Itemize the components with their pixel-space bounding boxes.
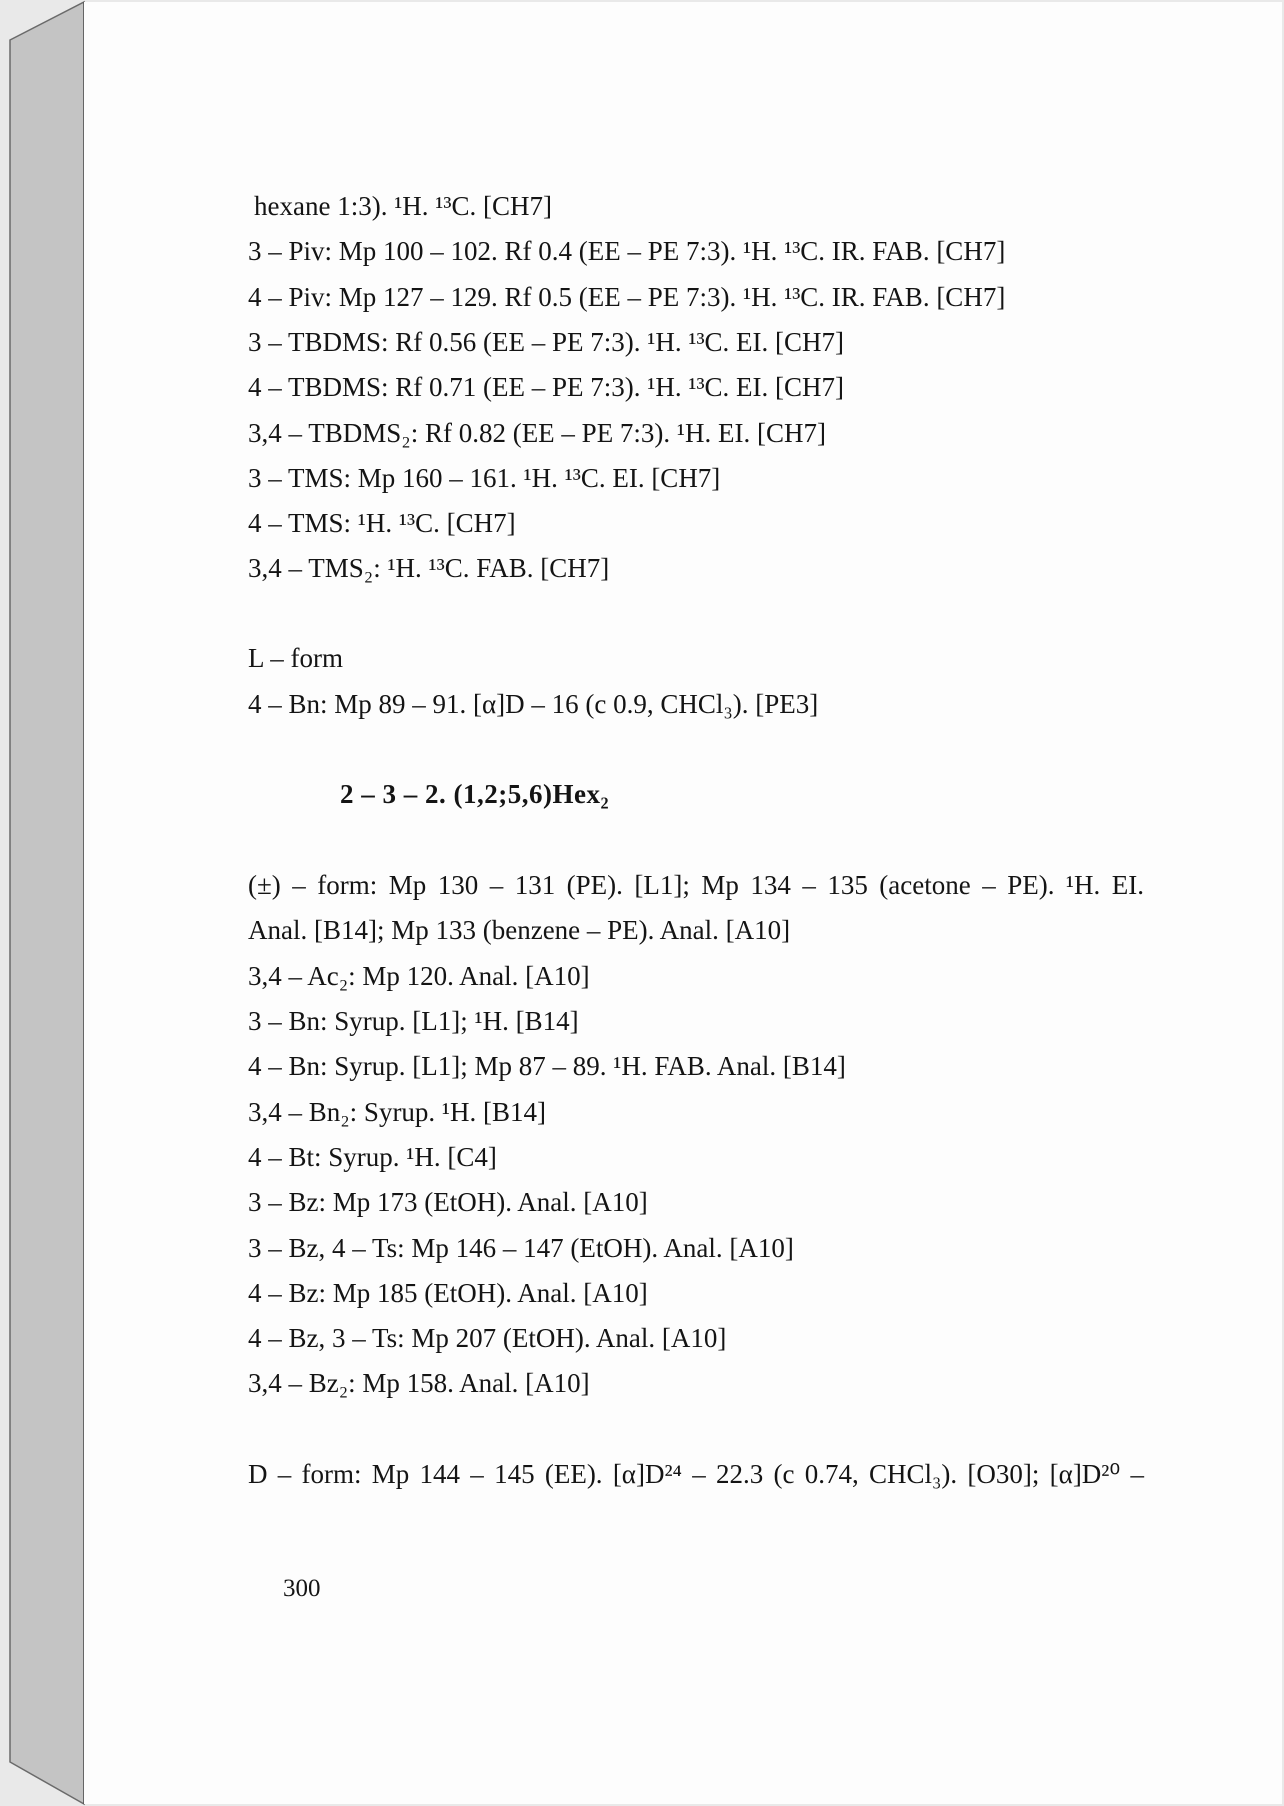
text-line: D – form: Mp 144 – 145 (EE). [α]D²⁴ – 22.3 (c 0.74, CHCl₃). [O30]; [α]D²⁰ –	[248, 1459, 1144, 1489]
text-line: 4 – TMS: ¹H. ¹³C. [CH7]	[248, 508, 516, 538]
section-heading: 2 – 3 – 2. (1,2;5,6)Hex₂	[340, 779, 610, 809]
text-line: hexane 1:3). ¹H. ¹³C. [CH7]	[254, 191, 552, 221]
text-line: 4 – Bz: Mp 185 (EtOH). Anal. [A10]	[248, 1278, 648, 1308]
text-line: L – form	[248, 643, 343, 673]
text-line: 4 – Bn: Mp 89 – 91. [α]D – 16 (c 0.9, CHCl₃). [PE3]	[248, 689, 819, 719]
text-line: 3,4 – Bz₂: Mp 158. Anal. [A10]	[248, 1368, 590, 1398]
text-line: 3,4 – TMS₂: ¹H. ¹³C. FAB. [CH7]	[248, 553, 610, 583]
page-number: 300	[283, 1575, 321, 1602]
text-line: 3 – TMS: Mp 160 – 161. ¹H. ¹³C. EI. [CH7]	[248, 463, 721, 493]
text-line: 4 – Bn: Syrup. [L1]; Mp 87 – 89. ¹H. FAB. Anal. [B14]	[248, 1051, 846, 1081]
text-line: (±) – form: Mp 130 – 131 (PE). [L1]; Mp 134 – 135 (acetone – PE). ¹H. EI.	[248, 870, 1144, 900]
text-line: Anal. [B14]; Mp 133 (benzene – PE). Anal. [A10]	[248, 915, 791, 945]
text-line: 4 – Bt: Syrup. ¹H. [C4]	[248, 1142, 497, 1172]
text-line: 4 – Bz, 3 – Ts: Mp 207 (EtOH). Anal. [A10]	[248, 1323, 727, 1353]
text-line: 3 – Bz, 4 – Ts: Mp 146 – 147 (EtOH). Anal. [A10]	[248, 1233, 794, 1263]
text-line: 4 – TBDMS: Rf 0.71 (EE – PE 7:3). ¹H. ¹³C. EI. [CH7]	[248, 372, 845, 402]
text-line: 3 – Piv: Mp 100 – 102. Rf 0.4 (EE – PE 7:3). ¹H. ¹³C. IR. FAB. [CH7]	[248, 236, 1006, 266]
text-line: 3 – TBDMS: Rf 0.56 (EE – PE 7:3). ¹H. ¹³C. EI. [CH7]	[248, 327, 845, 357]
document-page	[84, 2, 1282, 1804]
text-line: 4 – Piv: Mp 127 – 129. Rf 0.5 (EE – PE 7:3). ¹H. ¹³C. IR. FAB. [CH7]	[248, 282, 1006, 312]
text-line: 3,4 – Ac₂: Mp 120. Anal. [A10]	[248, 961, 590, 991]
text-line: 3 – Bz: Mp 173 (EtOH). Anal. [A10]	[248, 1187, 648, 1217]
text-line: 3 – Bn: Syrup. [L1]; ¹H. [B14]	[248, 1006, 579, 1036]
text-line: 3,4 – Bn₂: Syrup. ¹H. [B14]	[248, 1097, 547, 1127]
text-line: 3,4 – TBDMS₂: Rf 0.82 (EE – PE 7:3). ¹H. EI. [CH7]	[248, 418, 826, 448]
